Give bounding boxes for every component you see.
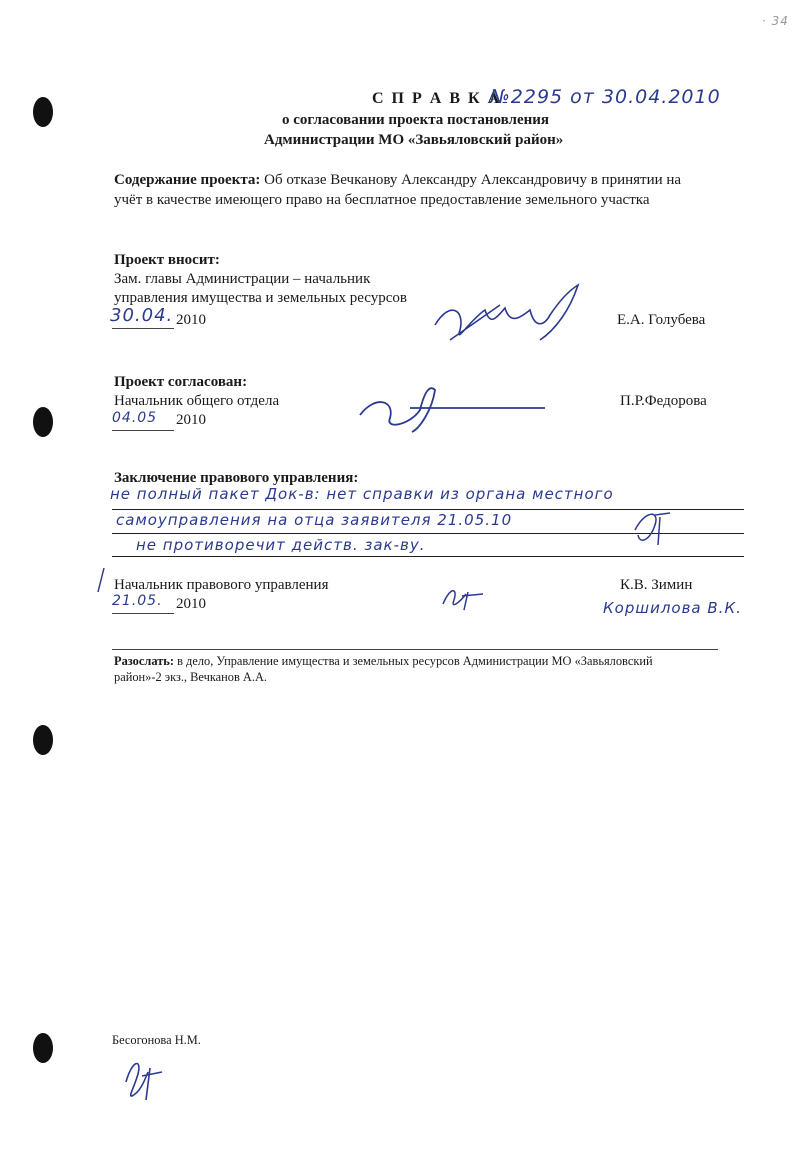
content-text-1: Об отказе Вечканову Александру Александровичу в принятии на xyxy=(264,172,682,188)
distribution-line-1 xyxy=(114,654,744,669)
approval-year: 2010 xyxy=(176,412,206,428)
punch-hole xyxy=(33,725,53,755)
executor-name: Бесогонова Н.М. xyxy=(112,1033,201,1047)
date-underline xyxy=(112,613,174,614)
header-organization: Администрации МО «Завьяловский район» xyxy=(264,132,564,148)
content-label: Содержание проекта: xyxy=(114,172,261,188)
content-text-2: учёт в качестве имеющего право на бесплатное предоставление земельного участка xyxy=(114,192,650,208)
approval-name: П.Р.Федорова xyxy=(620,393,707,409)
submitter-position-1: Зам. главы Администрации – начальник xyxy=(114,271,371,287)
distribution-text-1: в дело, Управление имущества и земельных ресурсов Администрации МО «Завьяловский xyxy=(177,654,653,668)
legal-signature xyxy=(438,582,488,614)
submitter-signature xyxy=(430,280,590,360)
punch-hole xyxy=(33,97,53,127)
punch-hole xyxy=(33,1033,53,1063)
submitter-year: 2010 xyxy=(176,312,206,328)
legal-handwritten-line-2: самоуправления на отца заявителя 21.05.10 xyxy=(116,511,513,529)
date-underline xyxy=(112,328,174,329)
project-content xyxy=(114,172,754,189)
check-mark xyxy=(94,566,106,596)
executor-signature xyxy=(118,1052,168,1104)
corner-mark: · 34 xyxy=(762,14,789,28)
punch-hole xyxy=(33,407,53,437)
separator-line xyxy=(112,649,718,650)
legal-inline-signature xyxy=(630,505,675,550)
legal-position: Начальник правового управления xyxy=(114,577,329,593)
submitter-position-2: управления имущества и земельных ресурсов xyxy=(114,290,407,306)
distribution-label: Разослать: xyxy=(114,654,174,668)
approval-signature xyxy=(350,380,550,440)
legal-handwritten-name: Коршилова В.К. xyxy=(603,599,742,617)
submitter-date-handwritten: 30.04. xyxy=(110,305,174,326)
document-title: С П Р А В К А xyxy=(372,90,502,107)
date-underline xyxy=(112,430,174,431)
legal-name: К.В. Зимин xyxy=(620,577,693,593)
legal-handwritten-line-1: не полный пакет Док-в: нет справки из органа местного xyxy=(110,485,614,503)
submitter-name: Е.А. Голубева xyxy=(617,312,706,328)
legal-year: 2010 xyxy=(176,596,206,612)
approval-position: Начальник общего отдела xyxy=(114,393,280,409)
legal-date-handwritten: 21.05. xyxy=(112,593,163,609)
ruled-line xyxy=(112,556,744,557)
legal-label: Заключение правового управления: xyxy=(114,470,359,486)
handwritten-doc-number: №2295 от 30.04.2010 xyxy=(490,86,721,108)
approval-date-handwritten: 04.05 xyxy=(112,410,158,426)
distribution-text-2: район»-2 экз., Вечканов А.А. xyxy=(114,670,268,684)
legal-handwritten-line-3: не противоречит действ. зак-ву. xyxy=(136,536,426,554)
submitter-label: Проект вносит: xyxy=(114,252,220,268)
approval-label: Проект согласован: xyxy=(114,374,248,390)
header-subtitle: о согласовании проекта постановления xyxy=(282,112,550,128)
